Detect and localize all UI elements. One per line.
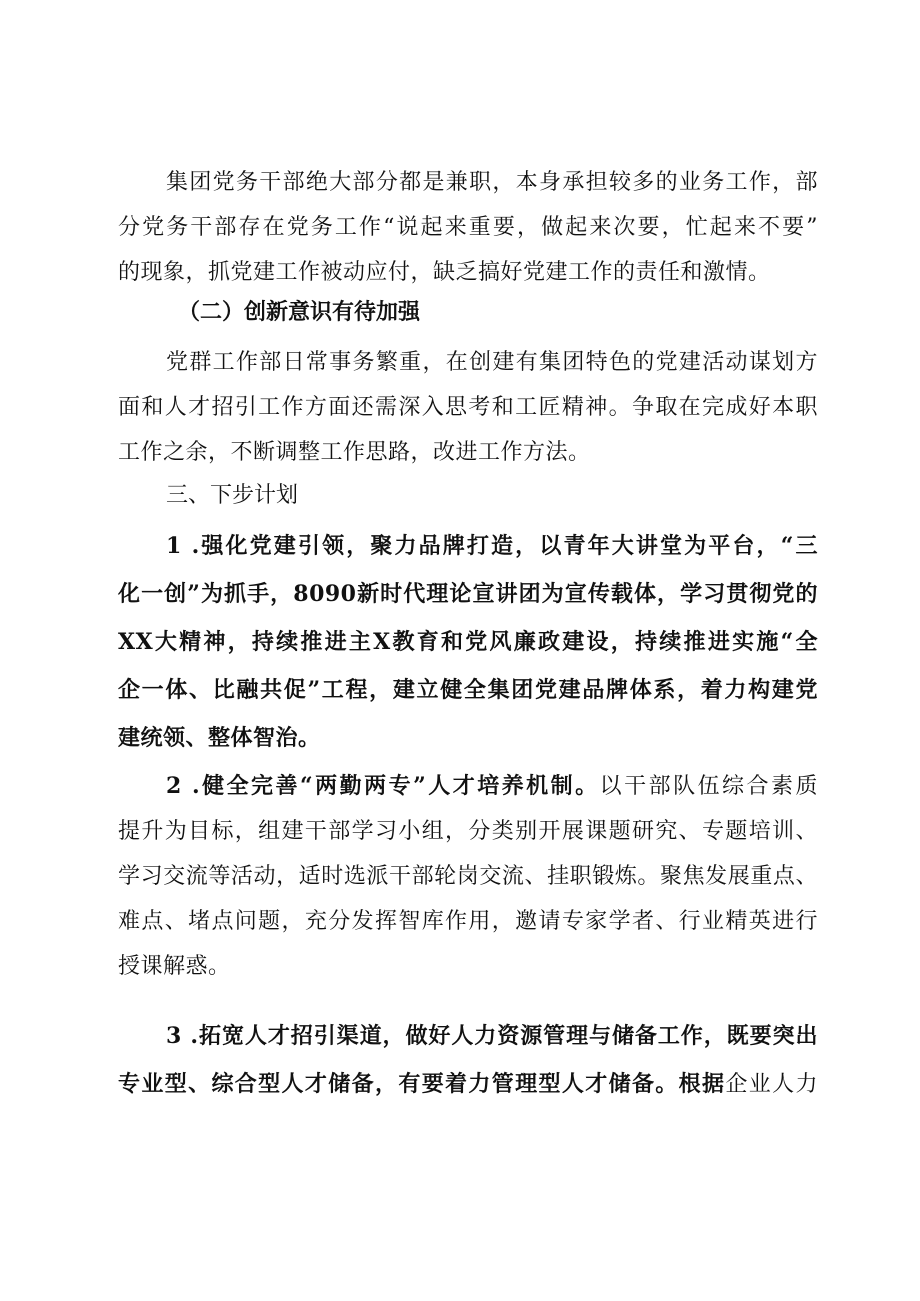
text-line: 难点、堵点问题，充分发挥智库作用，邀请专家学者、行业精英进行 bbox=[118, 909, 818, 934]
item-lead-rest: 以干部队伍综合素质 bbox=[599, 774, 818, 799]
text-line: 党群工作部日常事务繁重，在创建有集团特色的党建活动谋划方 bbox=[166, 350, 818, 375]
section-heading-innovation: （二）创新意识有待加强 bbox=[178, 299, 421, 325]
paragraph-cadre-parttime bbox=[118, 160, 818, 295]
text-line: 企一体、比融共促”工程，建立健全集团党建品牌体系，着力构建党 bbox=[118, 677, 818, 703]
section-heading-next-plan: 三、下步计划 bbox=[166, 483, 299, 508]
text-line: 建统领、整体智治。 bbox=[118, 725, 321, 751]
plan-item-3 bbox=[118, 1012, 818, 1109]
text-line: 工作之余，不断调整工作思路，改进工作方法。 bbox=[118, 440, 591, 465]
plan-item-1 bbox=[118, 522, 818, 762]
text-line bbox=[118, 764, 818, 809]
text-line: 3 .拓宽人才招引渠道，做好人力资源管理与储备工作，既要突出 bbox=[166, 1023, 818, 1049]
text-line: 化一创”为抓手，8090新时代理论宣讲团为宣传载体，学习贯彻党的 bbox=[118, 581, 818, 607]
item-lead-bold: 2 .健全完善“两勤两专”人才培养机制。 bbox=[166, 773, 600, 799]
plan-item-2 bbox=[118, 764, 818, 989]
text-line: XX大精神，持续推进主X教育和党风廉政建设，持续推进实施“全 bbox=[118, 629, 818, 655]
text-line: 提升为目标，组建干部学习小组，分类别开展课题研究、专题培训、 bbox=[118, 819, 818, 844]
text-line: 分党务干部存在党务工作“说起来重要，做起来次要，忙起来不要” bbox=[118, 215, 818, 240]
paragraph-party-work bbox=[118, 340, 818, 475]
item-normal-segment: 企业人力 bbox=[725, 1072, 818, 1097]
text-line: 的现象，抓党建工作被动应付，缺乏搞好党建工作的责任和激情。 bbox=[118, 260, 771, 285]
text-line bbox=[70, 1060, 818, 1109]
text-line: 面和人才招引工作方面还需深入思考和工匠精神。争取在完成好本职 bbox=[118, 395, 818, 420]
text-line: 1 .强化党建引领，聚力品牌打造，以青年大讲堂为平台，“三 bbox=[166, 533, 818, 559]
text-line: 集团党务干部绝大部分都是兼职，本身承担较多的业务工作，部 bbox=[166, 170, 818, 195]
item-bold-segment: 专业型、综合型人才储备，有要着力管理型人才储备。根据 bbox=[118, 1071, 726, 1097]
text-line: 学习交流等活动，适时选派干部轮岗交流、挂职锻炼。聚焦发展重点、 bbox=[118, 864, 818, 889]
text-line: 授课解惑。 bbox=[118, 954, 231, 979]
